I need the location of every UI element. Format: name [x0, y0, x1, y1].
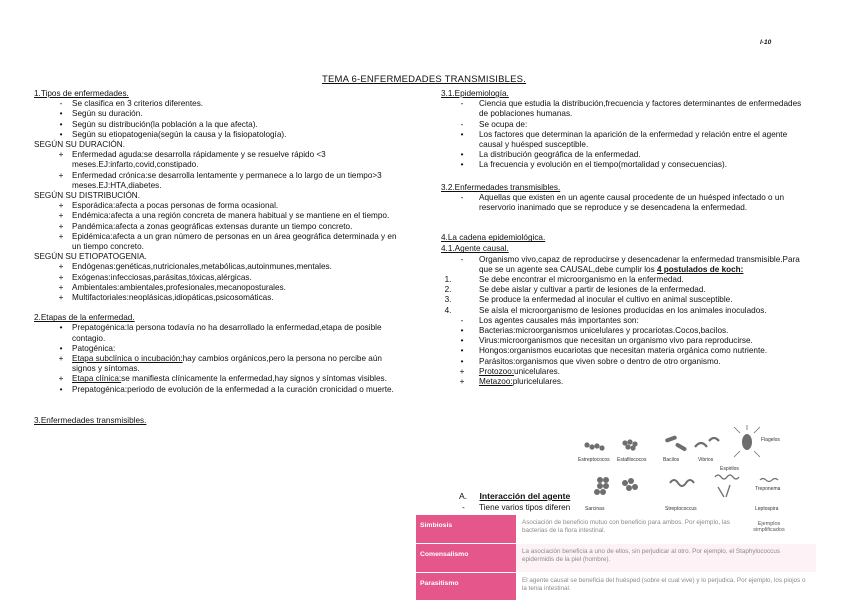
agents-list: [441, 326, 811, 367]
epidemiologia-list: [441, 99, 811, 170]
list-marker: +: [58, 272, 64, 282]
vibrio-icon: [695, 438, 719, 447]
koch-postulates-list: [441, 275, 811, 316]
leptospira-icon: [760, 479, 778, 482]
list-marker: •: [59, 129, 63, 139]
protozoo-label: Protozoo:: [479, 366, 515, 376]
list-item-text: La frecuencia y evolución en el tiempo(mortalidad y consecuencias).: [479, 160, 728, 170]
list-item-text: Endémica:afecta a una región concreta de manera habitual y se mantiene en el tiempo.: [72, 211, 390, 221]
section-heading-epidemiologia: 3.1.Epidemiología.: [441, 89, 509, 98]
list-item: [34, 232, 406, 252]
list-item: [441, 285, 811, 295]
figure-label: Sarcinas: [585, 506, 605, 512]
list-item-text: Se debe aislar y cultivar a partir de lesiones de la enfermedad.: [479, 285, 706, 295]
tipos-list: [34, 99, 406, 140]
figure-label: Treponema: [755, 486, 781, 492]
list-item-text: Enfermedad aguda:se desarrolla rápidamente y se resuelve rápido <3 meses.EJ:infarto,covid,constipado.: [72, 150, 326, 170]
list-item: [441, 120, 811, 130]
list-item: [441, 336, 811, 346]
list-item: [441, 150, 811, 160]
bacilli-icon: [665, 435, 688, 452]
table-cell-text: El agente causal se beneficia del huésped (sobre el cual vive) y lo perjudica. Por ejemplo, los piojos o la tenia intestinal.: [516, 573, 816, 600]
list-item-text: Enfermedad crónica:se desarrolla lentamente y permanece a lo largo de un tiempo>3 meses.EJ:HTA,diabetes.: [72, 170, 382, 190]
list-item: [441, 99, 811, 119]
list-marker: +: [58, 282, 64, 292]
list-item: [34, 109, 406, 119]
list-item-text: Ambientales:ambientales,profesionales,mecanoposturales.: [72, 282, 286, 292]
list-item-text: Multifactoriales:neoplásicas,idiopáticas,psicosomáticas.: [72, 293, 274, 303]
list-item: [34, 262, 406, 272]
list-item-text: Según su etiopatogenia(según la causa y la fisiopatología).: [72, 129, 287, 139]
list-marker: +: [58, 262, 64, 272]
list-item: + Etapa subclínica o incubación:hay cambios orgánicos,pero la persona no percibe aún signos y síntomas.: [58, 354, 382, 374]
list-marker: 1.: [444, 275, 452, 285]
list-item-text: Se ocupa de:: [479, 119, 528, 129]
list-item-text: Parásitos:organismos que viven sobre o dentro de otro organismo.: [479, 356, 721, 366]
list-item: [441, 275, 811, 285]
figure-label: Estreptococos: [578, 457, 610, 463]
list-item-text: Se debe encontrar el microorganismo en la enfermedad.: [479, 275, 684, 285]
list-item: [441, 326, 811, 336]
section-heading-etapas: 2.Etapas de la enfermedad.: [34, 313, 135, 323]
list-marker: •: [460, 160, 464, 170]
list-marker: •: [460, 356, 464, 366]
table-note: Ejemplos simplificados: [753, 521, 785, 533]
list-item: [441, 357, 811, 367]
interaccion-heading: Interacción del agente: [479, 491, 571, 501]
list-item-text: Se aísla el microorganismo de lesiones producidas en los animales inoculados.: [479, 305, 767, 315]
section-heading-cadena: 4.La cadena epidemiológica.: [441, 233, 546, 243]
list-marker: 2.: [444, 285, 452, 295]
list-marker: •: [460, 326, 464, 336]
table-cell-label: Simbiosis: [416, 515, 516, 543]
list-marker: +: [58, 293, 64, 303]
list-marker: +: [58, 201, 64, 211]
list-item-text: Virus:microorganismos que necesitan un organismo vivo para reproducirse.: [479, 336, 753, 346]
list-item-text: Esporádica:afecta a pocas personas de forma ocasional.: [72, 201, 279, 211]
metazoo-label: Metazoo:: [479, 377, 513, 387]
list-marker: •: [460, 336, 464, 346]
list-item-text: Epidémica:afecta a un gran número de personas en un área geográfica determinada y en un tiempo concreto.: [72, 231, 397, 252]
figure-label: Estafilococos: [617, 457, 647, 463]
figure-label: Streptococcus: [665, 506, 697, 512]
list-item: + Metazoo:pluricelulares.: [459, 377, 564, 387]
list-item: [34, 211, 406, 221]
table-cell-text: La asociación beneficia a uno de ellos, sin perjudicar al otro. Por ejemplo, el Staphylococcus epidermidis de la piel (hombre).: [516, 544, 816, 572]
interaccion-line: - Tiene varios tipos diferen: [462, 503, 571, 512]
figure-label: Vibrios: [698, 457, 714, 463]
table-row: [416, 544, 816, 572]
subheading-agente-causal: 4.1.Agente causal.: [441, 244, 509, 254]
list-item-text: Los factores que determinan la aparición de la enfermedad y relación entre el agente causal y huésped susceptible.: [479, 129, 788, 150]
koch-postulates-link: 4 postulados de koch:: [656, 264, 744, 274]
etapa-clinica-label: Etapa clínica:: [72, 374, 122, 384]
microorganisms-figure: [575, 425, 785, 520]
list-item: [34, 273, 406, 283]
list-item: [441, 295, 811, 305]
section-heading-transmisibles: 3.Enfermedades transmisibles.: [34, 415, 147, 425]
list-item-text: Exógenas:infecciosas,parásitas,tóxicas,alérgicas.: [72, 272, 252, 282]
list-marker: -: [460, 119, 464, 129]
list-marker: •: [59, 119, 63, 129]
subheading-duracion: SEGÚN SU DURACIÓN.: [34, 140, 125, 150]
list-marker: •: [460, 150, 464, 160]
list-item: + Protozoo:unicelulares.: [459, 366, 561, 376]
list-item: • Prepatogénica:periodo de evolución de la enfermedad a la curación cronicidad o muerte.: [59, 384, 394, 394]
list-item: [34, 222, 406, 232]
distribucion-list: [34, 201, 406, 252]
list-marker: +: [58, 221, 64, 231]
section-heading-enf-transmisibles: 3.2.Enfermedades transmisibles.: [441, 182, 561, 192]
duracion-list: [34, 150, 406, 191]
list-item: [441, 346, 811, 356]
flagellated-bacterium-icon: [734, 425, 760, 457]
list-item: + Etapa clínica:se manifiesta clínicamente la enfermedad,hay signos y síntomas visibles.: [58, 374, 387, 384]
figure-label: Bacilos: [663, 457, 680, 463]
list-item-text: Se clasifica en 3 criterios diferentes.: [72, 99, 204, 109]
list-marker: -: [59, 99, 63, 109]
list-item-text: Aquellas que existen en un agente causal procedente de un huésped infectado o un reservorio inanimado que se reproduce y se desencadena la enfermedad.: [479, 192, 784, 213]
list-item: [441, 193, 811, 213]
section-heading-tipos: 1.Tipos de enfermedades.: [34, 89, 129, 98]
list-item: [34, 201, 406, 211]
list-item-text: Bacterias:microorganismos unicelulares y procariotas.Cocos,bacilos.: [479, 326, 729, 336]
table-cell-label: Parasitismo: [416, 573, 516, 600]
list-marker: +: [58, 170, 64, 180]
list-marker: •: [460, 129, 464, 139]
list-marker: 3.: [444, 295, 452, 305]
list-marker: -: [460, 99, 464, 109]
figure-label: Leptospira: [755, 506, 779, 512]
list-item: • Prepatogénica:la persona todavía no ha desarrollado la enfermedad,etapa de posible contagio.: [59, 323, 382, 343]
list-marker: +: [58, 150, 64, 160]
list-marker: •: [460, 346, 464, 356]
list-item: [34, 171, 406, 191]
list-marker: 4.: [444, 305, 452, 315]
list-item: - Organismo vivo,capaz de reproducirse y desencadenar la enfermedad transmisible.Para que se un agente sea CAUSAL,debe cumplir los 4 postulados de koch:: [460, 254, 800, 274]
staphylococcus-cluster-icon: [622, 439, 637, 450]
figure-label: Espirilos: [720, 466, 739, 472]
list-item-text: Hongos:organismos eucariotas que necesitan materia orgánica como nutriente.: [479, 346, 768, 356]
page-number: l-10: [760, 39, 772, 46]
list-item: - Los agentes causales más importantes son:: [460, 315, 639, 325]
list-marker: +: [58, 231, 64, 241]
etapa-subclinica-label: Etapa subclínica o incubación:: [72, 354, 183, 364]
etiopatogenia-list: [34, 262, 406, 303]
list-item: [34, 293, 406, 303]
list-item-text: Según su distribución(la población a la que afecta).: [72, 119, 258, 129]
document-title: TEMA 6-ENFERMEDADES TRANSMISIBLES.: [321, 74, 527, 85]
subheading-etiopatogenia: SEGÚN SU ETIOPATOGENIA.: [34, 252, 147, 262]
list-item: [34, 150, 406, 170]
transmisibles-list: [441, 193, 811, 213]
interaccion-heading-row: A. Interacción del agente: [459, 491, 571, 501]
list-marker: •: [59, 109, 63, 119]
treponema-icon: [715, 475, 739, 497]
cocci-mass-icon: [622, 478, 638, 491]
left-column: [34, 88, 406, 426]
list-item: [34, 120, 406, 130]
table-row: [416, 573, 816, 600]
spirillum-icon: [670, 480, 694, 486]
list-item: [34, 99, 406, 109]
list-item-text: Pandémica:afecta a zonas geográficas extensas durante un tiempo concreto.: [72, 221, 353, 231]
list-item: [441, 160, 811, 170]
list-marker: -: [460, 192, 464, 202]
list-item-text: Según su duración.: [72, 109, 143, 119]
list-marker: +: [58, 211, 64, 221]
figure-label: Flagelos: [761, 437, 780, 443]
list-item-text: Endógenas:genéticas,nutricionales,metabólicas,autoinmunes,mentales.: [72, 262, 332, 272]
list-item-text: Ciencia que estudia la distribución,frecuencia y factores determinantes de enfermedades de poblaciones humanas.: [479, 99, 802, 119]
list-item-text: Se produce la enfermedad al inocular el cultivo en animal susceptible.: [479, 295, 733, 305]
right-column: [441, 88, 811, 387]
list-item: [34, 130, 406, 140]
subheading-distribucion: SEGÚN SU DISTRIBUCIÓN.: [34, 191, 140, 201]
list-item-text: La distribución geográfica de la enfermedad.: [479, 150, 641, 160]
list-item: [441, 306, 811, 316]
list-item: • Patogénica:: [59, 343, 116, 353]
table-cell-text: Asociación de beneficio mutuo con beneficio para ambos. Por ejemplo, las bacterias de la flora intestinal.: [516, 515, 816, 543]
streptococcus-chain-icon: [584, 442, 604, 450]
sarcina-icon: [594, 477, 609, 495]
list-item: [34, 283, 406, 293]
list-item: [441, 130, 811, 150]
table-cell-label: Comensalismo: [416, 544, 516, 572]
